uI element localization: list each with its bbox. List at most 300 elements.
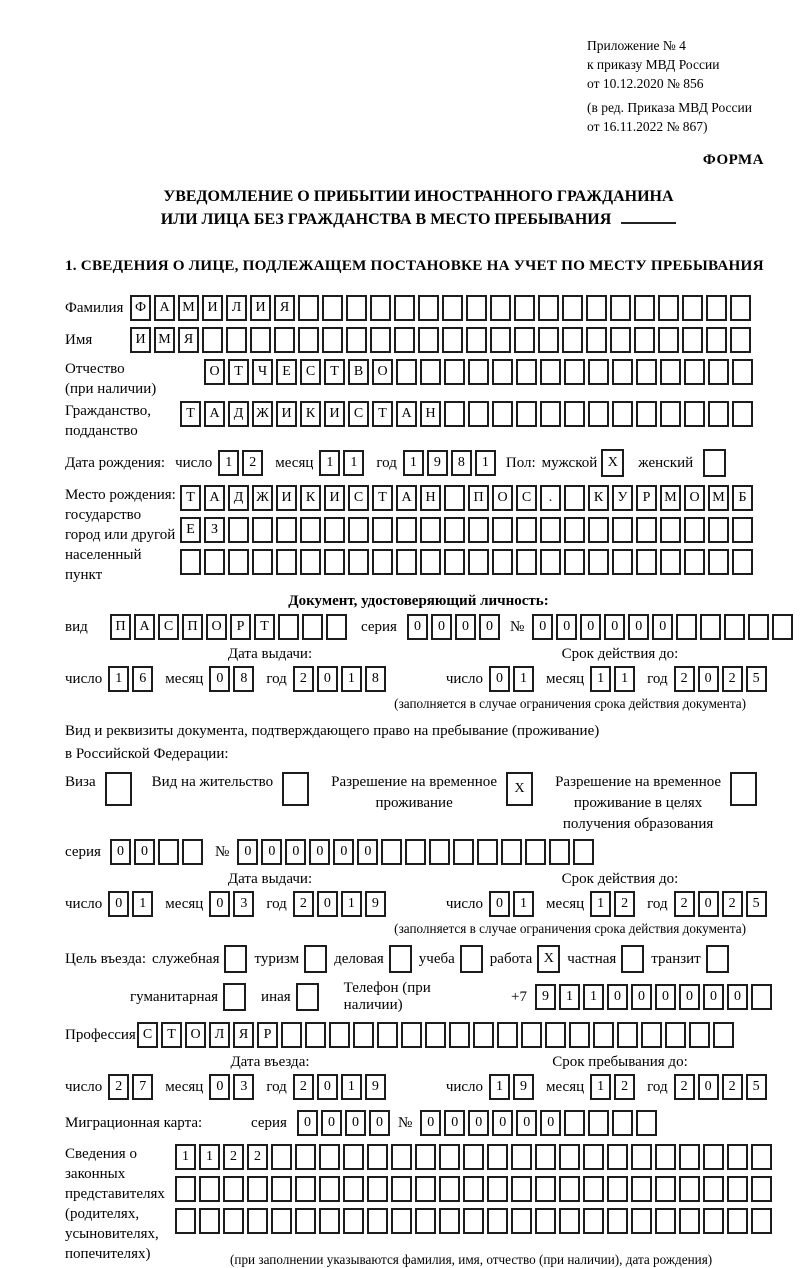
char-box[interactable] bbox=[610, 327, 631, 353]
char-box[interactable] bbox=[444, 549, 465, 575]
residence-type-temporary-permit-checkbox[interactable]: X bbox=[506, 772, 533, 806]
char-box[interactable] bbox=[346, 327, 367, 353]
char-box[interactable] bbox=[732, 549, 753, 575]
char-box[interactable] bbox=[588, 401, 609, 427]
until-day-boxes[interactable] bbox=[489, 1074, 534, 1100]
char-box[interactable]: 0 bbox=[357, 839, 378, 865]
char-box[interactable]: 0 bbox=[540, 1110, 561, 1136]
char-box[interactable]: 0 bbox=[652, 614, 673, 640]
char-box[interactable] bbox=[607, 1208, 628, 1234]
char-box[interactable] bbox=[748, 614, 769, 640]
char-box[interactable] bbox=[549, 839, 570, 865]
char-box[interactable]: Т bbox=[254, 614, 275, 640]
char-box[interactable] bbox=[271, 1208, 292, 1234]
char-box[interactable] bbox=[564, 401, 585, 427]
char-box[interactable]: 2 bbox=[722, 666, 743, 692]
char-box[interactable]: Ж bbox=[252, 401, 273, 427]
char-box[interactable] bbox=[396, 517, 417, 543]
char-box[interactable] bbox=[226, 327, 247, 353]
char-box[interactable] bbox=[401, 1022, 422, 1048]
char-box[interactable] bbox=[487, 1144, 508, 1170]
char-box[interactable] bbox=[684, 359, 705, 385]
char-box[interactable]: Я bbox=[178, 327, 199, 353]
char-box[interactable] bbox=[367, 1208, 388, 1234]
char-box[interactable] bbox=[271, 1176, 292, 1202]
char-box[interactable]: Т bbox=[324, 359, 345, 385]
birth-day-boxes[interactable] bbox=[218, 450, 263, 476]
char-box[interactable] bbox=[391, 1176, 412, 1202]
char-box[interactable]: 1 bbox=[341, 1074, 362, 1100]
char-box[interactable] bbox=[559, 1144, 580, 1170]
char-box[interactable] bbox=[706, 295, 727, 321]
residence-expiry-year-boxes[interactable] bbox=[674, 891, 767, 917]
char-box[interactable] bbox=[612, 1110, 633, 1136]
sex-female-checkbox[interactable] bbox=[703, 449, 726, 477]
char-box[interactable]: 0 bbox=[345, 1110, 366, 1136]
char-box[interactable] bbox=[708, 549, 729, 575]
char-box[interactable] bbox=[326, 614, 347, 640]
char-box[interactable]: К bbox=[588, 485, 609, 511]
char-box[interactable]: 0 bbox=[580, 614, 601, 640]
char-box[interactable] bbox=[514, 327, 535, 353]
identity-expiry-month-boxes[interactable] bbox=[590, 666, 635, 692]
char-box[interactable]: 0 bbox=[607, 984, 628, 1010]
char-box[interactable] bbox=[466, 295, 487, 321]
char-box[interactable] bbox=[612, 359, 633, 385]
char-box[interactable] bbox=[490, 327, 511, 353]
char-box[interactable]: П bbox=[110, 614, 131, 640]
char-box[interactable] bbox=[353, 1022, 374, 1048]
char-box[interactable]: К bbox=[300, 485, 321, 511]
char-box[interactable] bbox=[348, 549, 369, 575]
char-box[interactable] bbox=[274, 327, 295, 353]
char-box[interactable] bbox=[370, 327, 391, 353]
char-box[interactable] bbox=[420, 359, 441, 385]
char-box[interactable]: 7 bbox=[132, 1074, 153, 1100]
surname-boxes[interactable] bbox=[130, 295, 751, 321]
char-box[interactable]: 0 bbox=[489, 891, 510, 917]
char-box[interactable] bbox=[684, 517, 705, 543]
char-box[interactable]: А bbox=[396, 401, 417, 427]
char-box[interactable]: 0 bbox=[455, 614, 476, 640]
char-box[interactable] bbox=[468, 401, 489, 427]
representatives-boxes-row1[interactable] bbox=[175, 1144, 772, 1170]
purpose-official-checkbox[interactable] bbox=[224, 945, 247, 973]
purpose-business-checkbox[interactable] bbox=[389, 945, 412, 973]
patronymic-boxes[interactable] bbox=[204, 359, 753, 385]
char-box[interactable]: М bbox=[708, 485, 729, 511]
char-box[interactable] bbox=[713, 1022, 734, 1048]
char-box[interactable] bbox=[631, 1144, 652, 1170]
char-box[interactable]: 0 bbox=[679, 984, 700, 1010]
char-box[interactable]: 1 bbox=[341, 666, 362, 692]
char-box[interactable]: 0 bbox=[108, 891, 129, 917]
char-box[interactable] bbox=[394, 295, 415, 321]
char-box[interactable]: 0 bbox=[431, 614, 452, 640]
char-box[interactable] bbox=[377, 1022, 398, 1048]
purpose-study-checkbox[interactable] bbox=[460, 945, 483, 973]
char-box[interactable] bbox=[444, 517, 465, 543]
char-box[interactable] bbox=[516, 549, 537, 575]
char-box[interactable] bbox=[322, 327, 343, 353]
char-box[interactable] bbox=[372, 549, 393, 575]
char-box[interactable] bbox=[660, 549, 681, 575]
char-box[interactable]: К bbox=[300, 401, 321, 427]
char-box[interactable] bbox=[372, 517, 393, 543]
char-box[interactable] bbox=[564, 517, 585, 543]
char-box[interactable]: 0 bbox=[317, 666, 338, 692]
purpose-transit-checkbox[interactable] bbox=[706, 945, 729, 973]
char-box[interactable] bbox=[511, 1144, 532, 1170]
identity-number-boxes[interactable] bbox=[532, 614, 793, 640]
char-box[interactable] bbox=[158, 839, 179, 865]
char-box[interactable] bbox=[535, 1208, 556, 1234]
char-box[interactable] bbox=[298, 295, 319, 321]
char-box[interactable] bbox=[703, 1176, 724, 1202]
char-box[interactable]: Т bbox=[180, 485, 201, 511]
char-box[interactable] bbox=[636, 359, 657, 385]
char-box[interactable] bbox=[612, 549, 633, 575]
char-box[interactable] bbox=[583, 1176, 604, 1202]
char-box[interactable]: И bbox=[202, 295, 223, 321]
char-box[interactable] bbox=[511, 1176, 532, 1202]
char-box[interactable]: И bbox=[276, 485, 297, 511]
char-box[interactable] bbox=[660, 517, 681, 543]
char-box[interactable]: Н bbox=[420, 401, 441, 427]
char-box[interactable]: 0 bbox=[407, 614, 428, 640]
char-box[interactable]: 1 bbox=[590, 891, 611, 917]
char-box[interactable] bbox=[727, 1208, 748, 1234]
char-box[interactable]: Т bbox=[372, 401, 393, 427]
char-box[interactable] bbox=[439, 1144, 460, 1170]
char-box[interactable] bbox=[525, 839, 546, 865]
char-box[interactable] bbox=[271, 1144, 292, 1170]
char-box[interactable] bbox=[405, 839, 426, 865]
phone-boxes[interactable] bbox=[535, 984, 772, 1010]
char-box[interactable] bbox=[655, 1208, 676, 1234]
char-box[interactable]: М bbox=[660, 485, 681, 511]
char-box[interactable] bbox=[492, 401, 513, 427]
char-box[interactable] bbox=[348, 517, 369, 543]
char-box[interactable] bbox=[636, 517, 657, 543]
char-box[interactable]: 0 bbox=[209, 666, 230, 692]
char-box[interactable] bbox=[305, 1022, 326, 1048]
char-box[interactable] bbox=[439, 1208, 460, 1234]
char-box[interactable]: 0 bbox=[285, 839, 306, 865]
residence-expiry-month-boxes[interactable] bbox=[590, 891, 635, 917]
char-box[interactable] bbox=[492, 517, 513, 543]
char-box[interactable] bbox=[538, 327, 559, 353]
char-box[interactable]: 0 bbox=[309, 839, 330, 865]
char-box[interactable]: П bbox=[182, 614, 203, 640]
char-box[interactable]: 0 bbox=[261, 839, 282, 865]
char-box[interactable]: 0 bbox=[468, 1110, 489, 1136]
char-box[interactable] bbox=[658, 327, 679, 353]
purpose-humanitarian-checkbox[interactable] bbox=[223, 983, 246, 1011]
char-box[interactable] bbox=[631, 1176, 652, 1202]
char-box[interactable]: 9 bbox=[535, 984, 556, 1010]
migration-card-number-boxes[interactable] bbox=[420, 1110, 657, 1136]
char-box[interactable] bbox=[453, 839, 474, 865]
char-box[interactable] bbox=[276, 517, 297, 543]
char-box[interactable] bbox=[562, 295, 583, 321]
char-box[interactable] bbox=[612, 517, 633, 543]
entry-day-boxes[interactable] bbox=[108, 1074, 153, 1100]
representatives-boxes-row2[interactable] bbox=[175, 1176, 772, 1202]
char-box[interactable] bbox=[223, 1176, 244, 1202]
until-year-boxes[interactable] bbox=[674, 1074, 767, 1100]
char-box[interactable] bbox=[490, 295, 511, 321]
char-box[interactable]: 1 bbox=[199, 1144, 220, 1170]
char-box[interactable] bbox=[521, 1022, 542, 1048]
char-box[interactable] bbox=[607, 1176, 628, 1202]
char-box[interactable]: М bbox=[178, 295, 199, 321]
residence-series-boxes[interactable] bbox=[110, 839, 203, 865]
char-box[interactable] bbox=[593, 1022, 614, 1048]
char-box[interactable] bbox=[583, 1208, 604, 1234]
char-box[interactable]: С bbox=[300, 359, 321, 385]
char-box[interactable] bbox=[708, 517, 729, 543]
char-box[interactable]: 1 bbox=[132, 891, 153, 917]
char-box[interactable] bbox=[420, 517, 441, 543]
char-box[interactable] bbox=[703, 1144, 724, 1170]
char-box[interactable] bbox=[540, 401, 561, 427]
purpose-other-checkbox[interactable] bbox=[296, 983, 319, 1011]
char-box[interactable] bbox=[676, 614, 697, 640]
char-box[interactable]: 0 bbox=[516, 1110, 537, 1136]
char-box[interactable] bbox=[468, 517, 489, 543]
char-box[interactable]: А bbox=[204, 401, 225, 427]
char-box[interactable] bbox=[610, 295, 631, 321]
char-box[interactable] bbox=[487, 1208, 508, 1234]
profession-boxes[interactable] bbox=[137, 1022, 734, 1048]
char-box[interactable]: 1 bbox=[403, 450, 424, 476]
residence-type-residence-permit-checkbox[interactable] bbox=[282, 772, 309, 806]
char-box[interactable] bbox=[708, 359, 729, 385]
char-box[interactable] bbox=[751, 1176, 772, 1202]
birth-place-boxes-row3[interactable] bbox=[180, 549, 753, 575]
char-box[interactable]: Т bbox=[161, 1022, 182, 1048]
char-box[interactable]: Т bbox=[372, 485, 393, 511]
char-box[interactable] bbox=[223, 1208, 244, 1234]
sex-male-checkbox[interactable]: X bbox=[601, 449, 624, 477]
char-box[interactable] bbox=[300, 517, 321, 543]
char-box[interactable]: 2 bbox=[722, 1074, 743, 1100]
char-box[interactable] bbox=[367, 1176, 388, 1202]
purpose-tourism-checkbox[interactable] bbox=[304, 945, 327, 973]
char-box[interactable]: 9 bbox=[365, 891, 386, 917]
char-box[interactable] bbox=[250, 327, 271, 353]
char-box[interactable]: 0 bbox=[110, 839, 131, 865]
char-box[interactable]: 6 bbox=[132, 666, 153, 692]
char-box[interactable]: 0 bbox=[628, 614, 649, 640]
char-box[interactable]: 9 bbox=[365, 1074, 386, 1100]
char-box[interactable] bbox=[564, 1110, 585, 1136]
identity-issue-day-boxes[interactable] bbox=[108, 666, 153, 692]
identity-kind-boxes[interactable] bbox=[110, 614, 347, 640]
char-box[interactable] bbox=[516, 517, 537, 543]
char-box[interactable] bbox=[418, 327, 439, 353]
char-box[interactable]: 1 bbox=[583, 984, 604, 1010]
char-box[interactable] bbox=[300, 549, 321, 575]
migration-card-series-boxes[interactable] bbox=[297, 1110, 390, 1136]
char-box[interactable] bbox=[679, 1144, 700, 1170]
char-box[interactable] bbox=[535, 1144, 556, 1170]
char-box[interactable]: 0 bbox=[698, 666, 719, 692]
char-box[interactable] bbox=[429, 839, 450, 865]
char-box[interactable] bbox=[679, 1208, 700, 1234]
char-box[interactable] bbox=[468, 549, 489, 575]
representatives-boxes-row3[interactable] bbox=[175, 1208, 772, 1234]
birth-place-boxes-row1[interactable] bbox=[180, 485, 753, 511]
entry-year-boxes[interactable] bbox=[293, 1074, 386, 1100]
char-box[interactable] bbox=[228, 517, 249, 543]
char-box[interactable]: 9 bbox=[513, 1074, 534, 1100]
char-box[interactable] bbox=[564, 549, 585, 575]
char-box[interactable] bbox=[396, 549, 417, 575]
char-box[interactable]: О bbox=[204, 359, 225, 385]
char-box[interactable] bbox=[322, 295, 343, 321]
char-box[interactable]: 0 bbox=[489, 666, 510, 692]
char-box[interactable] bbox=[346, 295, 367, 321]
char-box[interactable]: Л bbox=[209, 1022, 230, 1048]
char-box[interactable] bbox=[724, 614, 745, 640]
char-box[interactable] bbox=[415, 1208, 436, 1234]
char-box[interactable]: Р bbox=[257, 1022, 278, 1048]
char-box[interactable]: 0 bbox=[420, 1110, 441, 1136]
char-box[interactable] bbox=[394, 327, 415, 353]
char-box[interactable] bbox=[324, 517, 345, 543]
char-box[interactable] bbox=[295, 1208, 316, 1234]
char-box[interactable]: Я bbox=[233, 1022, 254, 1048]
char-box[interactable] bbox=[540, 549, 561, 575]
char-box[interactable]: 2 bbox=[293, 666, 314, 692]
residence-type-visa-checkbox[interactable] bbox=[105, 772, 132, 806]
identity-expiry-day-boxes[interactable] bbox=[489, 666, 534, 692]
char-box[interactable] bbox=[466, 327, 487, 353]
char-box[interactable]: Е bbox=[180, 517, 201, 543]
char-box[interactable] bbox=[175, 1176, 196, 1202]
char-box[interactable] bbox=[202, 327, 223, 353]
name-boxes[interactable] bbox=[130, 327, 751, 353]
char-box[interactable]: 2 bbox=[722, 891, 743, 917]
char-box[interactable]: Я bbox=[274, 295, 295, 321]
char-box[interactable]: Н bbox=[420, 485, 441, 511]
char-box[interactable]: З bbox=[204, 517, 225, 543]
char-box[interactable] bbox=[343, 1144, 364, 1170]
char-box[interactable]: И bbox=[276, 401, 297, 427]
char-box[interactable] bbox=[319, 1208, 340, 1234]
char-box[interactable]: 0 bbox=[631, 984, 652, 1010]
char-box[interactable]: 1 bbox=[513, 891, 534, 917]
char-box[interactable] bbox=[418, 295, 439, 321]
char-box[interactable] bbox=[607, 1144, 628, 1170]
char-box[interactable] bbox=[319, 1176, 340, 1202]
until-month-boxes[interactable] bbox=[590, 1074, 635, 1100]
char-box[interactable] bbox=[295, 1176, 316, 1202]
char-box[interactable]: 1 bbox=[513, 666, 534, 692]
char-box[interactable]: 2 bbox=[108, 1074, 129, 1100]
char-box[interactable] bbox=[444, 485, 465, 511]
char-box[interactable]: 0 bbox=[698, 891, 719, 917]
char-box[interactable] bbox=[586, 327, 607, 353]
char-box[interactable] bbox=[660, 359, 681, 385]
char-box[interactable]: Е bbox=[276, 359, 297, 385]
char-box[interactable]: А bbox=[134, 614, 155, 640]
char-box[interactable] bbox=[588, 517, 609, 543]
char-box[interactable]: М bbox=[154, 327, 175, 353]
char-box[interactable]: 0 bbox=[444, 1110, 465, 1136]
char-box[interactable]: 1 bbox=[590, 1074, 611, 1100]
char-box[interactable]: 0 bbox=[317, 1074, 338, 1100]
char-box[interactable] bbox=[660, 401, 681, 427]
char-box[interactable] bbox=[583, 1144, 604, 1170]
identity-series-boxes[interactable] bbox=[407, 614, 500, 640]
char-box[interactable]: 1 bbox=[341, 891, 362, 917]
char-box[interactable] bbox=[535, 1176, 556, 1202]
char-box[interactable]: 2 bbox=[293, 891, 314, 917]
char-box[interactable] bbox=[281, 1022, 302, 1048]
char-box[interactable]: 2 bbox=[614, 1074, 635, 1100]
char-box[interactable] bbox=[689, 1022, 710, 1048]
char-box[interactable]: 5 bbox=[746, 891, 767, 917]
char-box[interactable]: Т bbox=[228, 359, 249, 385]
char-box[interactable]: О bbox=[684, 485, 705, 511]
char-box[interactable]: 1 bbox=[218, 450, 239, 476]
char-box[interactable]: 1 bbox=[590, 666, 611, 692]
char-box[interactable] bbox=[665, 1022, 686, 1048]
char-box[interactable] bbox=[442, 327, 463, 353]
char-box[interactable] bbox=[228, 549, 249, 575]
char-box[interactable]: И bbox=[324, 401, 345, 427]
char-box[interactable] bbox=[442, 295, 463, 321]
char-box[interactable] bbox=[463, 1208, 484, 1234]
char-box[interactable] bbox=[586, 295, 607, 321]
char-box[interactable] bbox=[276, 549, 297, 575]
char-box[interactable]: 3 bbox=[233, 891, 254, 917]
char-box[interactable] bbox=[391, 1144, 412, 1170]
char-box[interactable] bbox=[588, 549, 609, 575]
char-box[interactable] bbox=[772, 614, 793, 640]
char-box[interactable] bbox=[487, 1176, 508, 1202]
char-box[interactable]: С bbox=[158, 614, 179, 640]
char-box[interactable]: 0 bbox=[317, 891, 338, 917]
char-box[interactable] bbox=[343, 1176, 364, 1202]
residence-issue-day-boxes[interactable] bbox=[108, 891, 153, 917]
char-box[interactable]: Ч bbox=[252, 359, 273, 385]
char-box[interactable] bbox=[514, 295, 535, 321]
char-box[interactable] bbox=[420, 549, 441, 575]
char-box[interactable] bbox=[706, 327, 727, 353]
char-box[interactable] bbox=[559, 1208, 580, 1234]
identity-issue-year-boxes[interactable] bbox=[293, 666, 386, 692]
char-box[interactable] bbox=[617, 1022, 638, 1048]
char-box[interactable]: 0 bbox=[209, 891, 230, 917]
char-box[interactable]: 0 bbox=[134, 839, 155, 865]
char-box[interactable] bbox=[538, 295, 559, 321]
char-box[interactable]: 1 bbox=[343, 450, 364, 476]
char-box[interactable]: 0 bbox=[369, 1110, 390, 1136]
char-box[interactable]: 1 bbox=[319, 450, 340, 476]
char-box[interactable] bbox=[684, 401, 705, 427]
char-box[interactable] bbox=[569, 1022, 590, 1048]
char-box[interactable] bbox=[396, 359, 417, 385]
char-box[interactable]: 0 bbox=[209, 1074, 230, 1100]
char-box[interactable]: С bbox=[348, 485, 369, 511]
char-box[interactable] bbox=[612, 401, 633, 427]
purpose-work-checkbox[interactable]: X bbox=[537, 945, 560, 973]
char-box[interactable] bbox=[329, 1022, 350, 1048]
